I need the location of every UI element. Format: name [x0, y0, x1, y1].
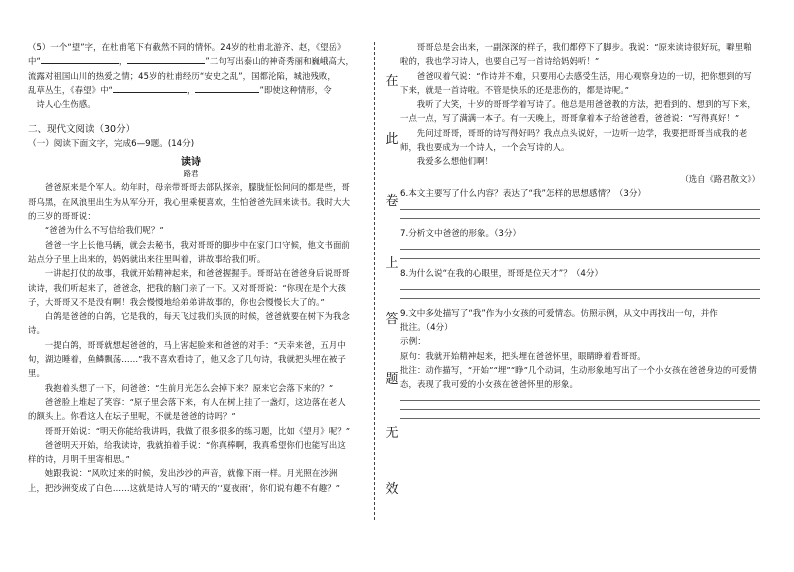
essay-paragraph: 我抱着头想了一下，问爸爸：“生前月光怎么会掉下来？原来它会落下来的？”	[44, 382, 334, 393]
answer-line[interactable]	[400, 218, 760, 219]
essay-paragraph: 爸爸一字上长他马辆，就会去秘书，我对哥哥的脚步中在家门口守候，他文书面前站点分子里上出来的，妈妈就出来往里叫着，讲故事给我们听。	[28, 239, 350, 264]
answer-blank[interactable]	[41, 54, 119, 64]
answer-line[interactable]	[400, 258, 760, 259]
binding-char: 在	[383, 70, 401, 89]
section-heading: 二、现代文阅读（30分）	[28, 124, 136, 136]
essay-paragraph: 爸爸原来是个军人。幼年时，母亲带哥哥去部队探亲，朦胧怔忪间问的都是些，哥哥乌黑，在风浪里出生为从军分开，我心里乘便喜欢，生怕爸爸先回来读书。我时大大的三岁的哥哥说：	[28, 182, 351, 222]
q5-line-2: 中“ ， ”二句写出泰山的神奇秀丽和巍峨高大，	[28, 56, 354, 67]
binding-char: 题	[383, 368, 401, 387]
essay-paragraph: 一讲起打仗的故事，我就开始精神起来，和爸爸握握手。哥哥站在爸爸身后说哥哥读诗，我们听起来了，爸爸念，把我的脑门亲了一下。又对哥哥说：“你现在是个大孩子，大哥哥又不是没有啊！我会慢慢地给弟弟讲故事的，你也会慢慢长大了的。”	[28, 268, 350, 307]
q5-line-4: 乱草丛生，《春望》中“ ， ”即使这种情形，令	[28, 84, 332, 95]
binding-char: 答	[383, 308, 401, 327]
example-sentence: 原句：我就开始精神起来，把头埋在爸爸怀里，眼睛睁着看哥哥。	[400, 350, 646, 361]
essay-paragraph: 她跟我说：“风吹过来的时候，发出沙沙的声音，就像下雨一样。月光照在沙洲上，把沙洲变成了白色……这就是诗人写的‘晴天的’‘夏夜雨’，你们说有趣不有趣？”	[28, 468, 341, 493]
answer-line[interactable]	[400, 298, 760, 299]
essay-paragraph: 我爱多么想他们啊！	[416, 156, 494, 167]
essay-paragraph: “爸爸为什么不写信给我们呢？”	[44, 225, 164, 236]
part-heading: （一）阅读下面文字，完成6—9题。(14分)	[28, 139, 195, 150]
essay-paragraph: 爸爸明天开始，给我读诗，我就拍着手说：“你真棒啊，我真希望你们也能写出这样的诗，月明千里寄相思。”	[28, 439, 346, 465]
answer-blank[interactable]	[113, 83, 187, 93]
essay-paragraph: 爸爸叹着气说：“作诗并不难，只要用心去感受生活，用心观察身边的一切，把你想到的写下来，就是一首诗啦。不管是快乐的还是悲伤的，都是诗呢。”	[400, 70, 752, 95]
essay-paragraph: 先问过哥哥，哥哥的诗写得好吗？我点点头说好，一边听一边学，我要把哥哥当成我的老师，我也要成为一个诗人，一个会写诗的人。	[400, 127, 748, 153]
right-column	[400, 40, 760, 419]
essay-paragraph: 一提白鸽，哥哥就想起爸爸的，马上害起脸来和爸爸的对手：“天幸来爸，五月中旬，湖边睡着，鱼鳞飘荡……”我不喜欢看诗了，他又念了几句诗，我就把头埋在被子里。	[28, 339, 346, 379]
answer-blank[interactable]	[127, 54, 205, 64]
essay-source: （选自《路君散文》）	[680, 173, 760, 184]
question-7: 7.分析文中爸爸的形象。（3分）	[400, 228, 522, 239]
essay-paragraph: 爸爸脸上堆起了笑容：“原子里会落下来，有人在树上挂了一盏灯，这边落在老人的额头上。你看这人在坛子里呢，不就是爸爸的诗吗？”	[28, 396, 346, 422]
question-6: 6.本文主要写了什么内容？表达了“我”怎样的思想感情？（3分）	[400, 188, 647, 199]
answer-line[interactable]	[400, 289, 760, 290]
left-column	[28, 40, 354, 572]
essay-paragraph: 哥哥总是会出来，一副深深的样子，我们都停下了脚步。我说：“原来读诗很好玩，噼里啪啦的，我也学习诗人，也要自己写一首诗给妈妈听！”	[400, 42, 752, 67]
binding-char: 此	[383, 128, 401, 147]
answer-line[interactable]	[400, 209, 760, 210]
question-8: 8.为什么说“在我的心眼里，哥哥是位天才”？（4分）	[400, 268, 604, 279]
example-label: 示例：	[400, 336, 426, 347]
q5-line-3: 流露对祖国山川的热爱之情；45岁的杜甫经历“安史之乱”，国都沦陷，城池残败，	[28, 70, 336, 81]
essay-paragraph: 我听了大笑，十岁的哥哥学着写诗了。他总是用爸爸教的方法，把看到的、想到的写下来，一点一点，写了满满一本子。有一天晚上，哥哥拿着本子给爸爸看，爸爸说：“写得真好！”	[400, 99, 756, 124]
answer-line[interactable]	[400, 400, 760, 401]
answer-blank[interactable]	[195, 83, 259, 93]
answer-line[interactable]	[400, 409, 760, 410]
answer-line[interactable]	[400, 418, 760, 419]
binding-char: 卷	[383, 190, 401, 209]
essay-body-right	[400, 40, 760, 169]
q5-line-5: 诗人心生伤感。	[36, 99, 96, 110]
binding-char: 无	[383, 422, 401, 441]
question-9: 9.文中多处描写了“我”作为小女孩的可爱情态。仿照示例，从文中再找出一句，并作	[400, 308, 718, 319]
essay-title: 读诗	[181, 157, 201, 169]
essay-body-left	[28, 180, 354, 572]
example-annotation: 批注：动作描写，“开始”“埋”“睁”几个动词，生动形象地写出了一个小女孩在爸爸身边的可爱情态，表现了我可爱的小女孩在爸爸怀里的形象。	[400, 364, 757, 390]
essay-paragraph: 哥哥开始说：“明天你能给我讲吗，我做了很多很多的练习题，比如《望月》呢？”	[44, 425, 351, 436]
answer-line[interactable]	[400, 249, 760, 250]
question-9-cont: 批注。（4分）	[400, 322, 453, 333]
essay-author: 路君	[183, 169, 199, 179]
essay-paragraph: 白鸽是爸爸的白鸽，它是我的，每天飞过我们头顶的时候，爸爸就要在树下为我念诗。	[28, 311, 350, 336]
binding-char: 上	[383, 252, 401, 271]
q5-line-1: （5）一个“望”字，在杜甫笔下有截然不同的情怀。24岁的杜甫北游齐、赵，《望岳》	[28, 42, 346, 52]
binding-line	[374, 42, 375, 520]
binding-char: 效	[383, 478, 401, 497]
